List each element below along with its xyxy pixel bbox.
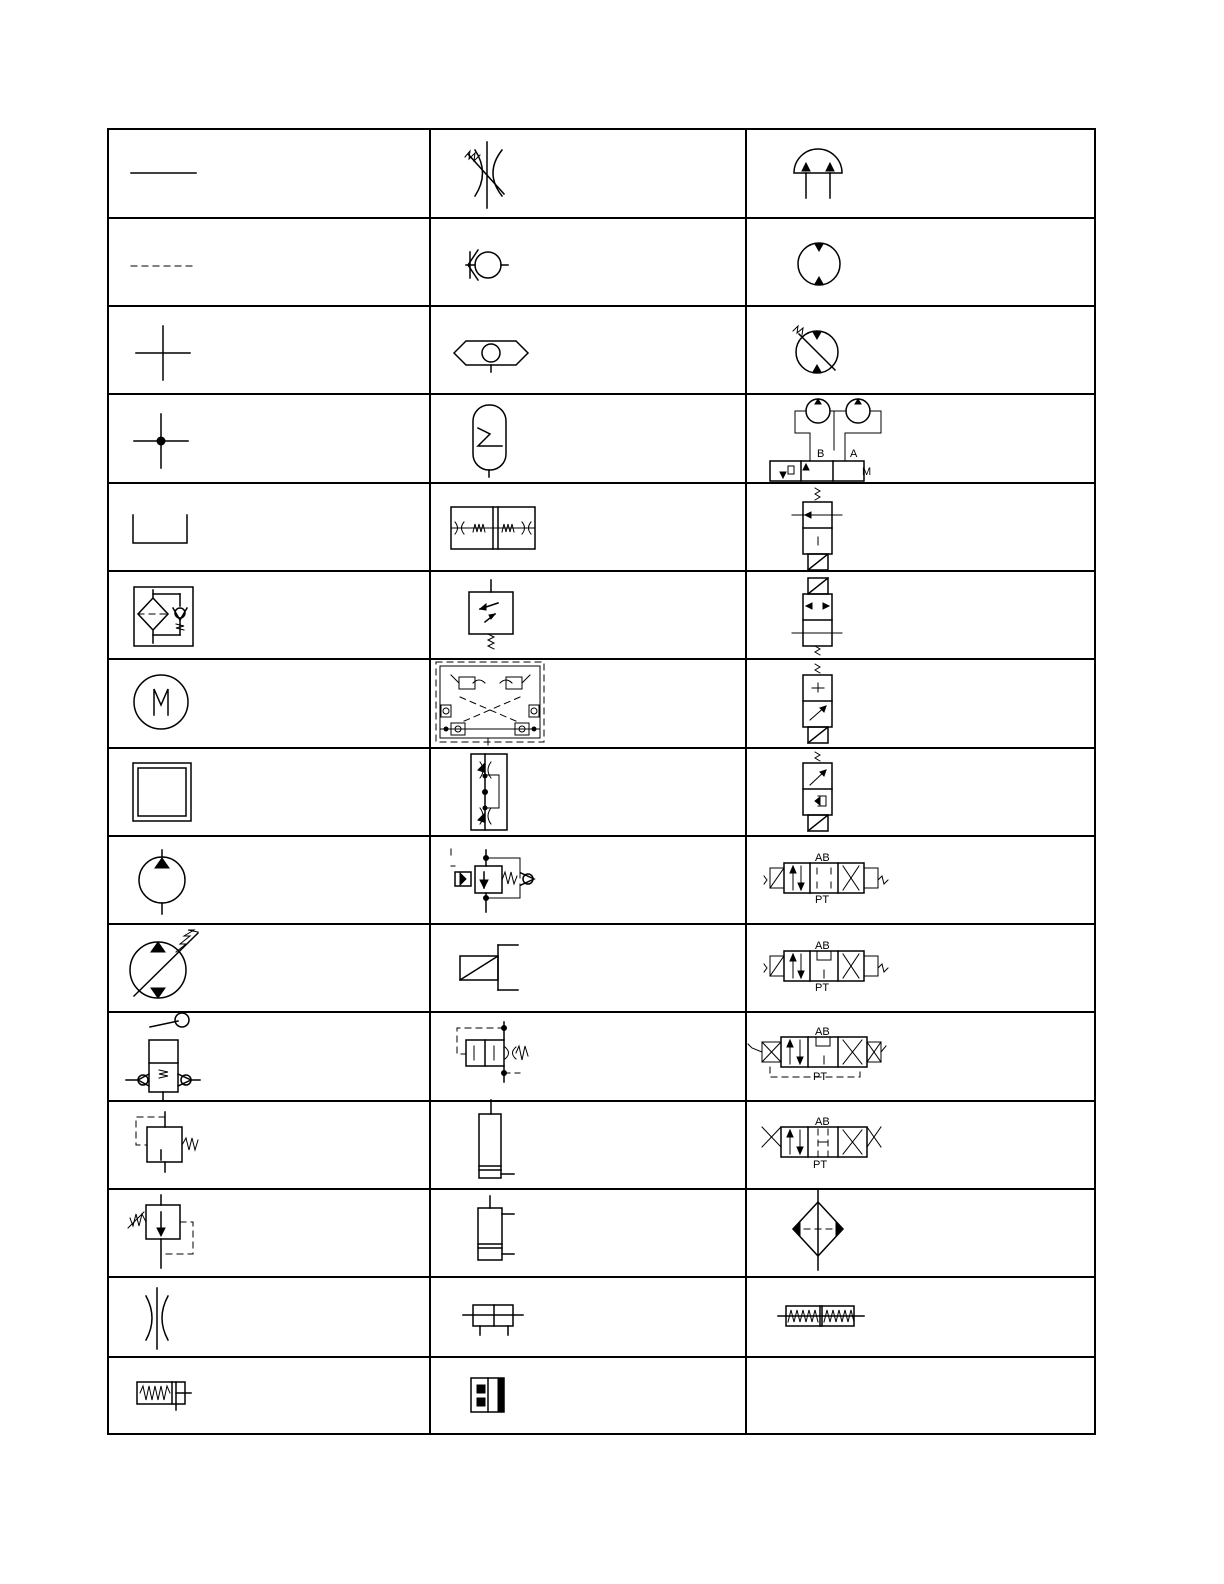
- spring-return-cylinder-symbol: [137, 1382, 191, 1410]
- motor-circuit-symbol: [770, 399, 881, 481]
- bidirectional-motor-symbol: [798, 243, 840, 285]
- quick-coupling-symbol: [454, 341, 528, 372]
- double-spring-cylinder-symbol: [778, 1306, 864, 1326]
- four-three-valve-open-center-symbol: [762, 1116, 881, 1171]
- four-three-valve-pilot-operated-symbol: [748, 1026, 886, 1083]
- accumulator-symbol: [473, 405, 506, 477]
- pilot-valve-assembly-symbol: [436, 662, 544, 745]
- port-label-m: M: [862, 466, 872, 478]
- fixed-pump-symbol: [139, 850, 185, 914]
- two-position-valve-check-symbol: [803, 752, 832, 831]
- flow-divider-symbol: [471, 754, 507, 830]
- port-label-ab: AB: [815, 1026, 830, 1038]
- port-label-pt: PT: [813, 1159, 828, 1171]
- sequence-valve-symbol: [457, 1022, 528, 1082]
- orifice-symbol: [146, 1288, 168, 1349]
- two-position-valve-solenoid-top-symbol: [792, 578, 842, 655]
- lines-crossing-symbol: [136, 326, 190, 380]
- filter-bypass-symbol: [134, 587, 193, 646]
- check-valve-symbol: [466, 250, 508, 280]
- port-label-a: A: [850, 448, 858, 460]
- enclosure-symbol: [133, 763, 191, 821]
- solenoid-actuator-symbol: [460, 945, 518, 990]
- relief-valve-symbol: [128, 1195, 193, 1268]
- variable-motor-symbol: [793, 326, 838, 373]
- adjustable-orifice-symbol: [465, 142, 504, 208]
- semi-rotary-actuator-symbol: [794, 149, 842, 198]
- port-label-pt: PT: [815, 894, 830, 906]
- port-label-pt: PT: [815, 982, 830, 994]
- port-label-ab: AB: [815, 1116, 830, 1128]
- pressure-switch-symbol: [469, 580, 513, 649]
- four-three-valve-closed-center-symbol: [764, 852, 888, 906]
- double-flow-control-symbol: [451, 507, 535, 549]
- port-label-b: B: [817, 448, 825, 460]
- four-three-valve-tandem-center-symbol: [764, 940, 888, 994]
- pressure-compensated-flow-control-symbol: [451, 849, 534, 912]
- double-acting-cylinder-symbol: [478, 1196, 514, 1260]
- port-label-ab: AB: [815, 852, 830, 864]
- double-rod-cylinder-symbol: [463, 1305, 523, 1335]
- variable-pump-symbol: [130, 930, 198, 998]
- vertical-cylinder-symbol: [479, 1100, 514, 1178]
- lever-operated-check-valve-symbol: [126, 1013, 200, 1100]
- electric-motor-symbol: [134, 675, 188, 729]
- filter-symbol: [793, 1190, 843, 1270]
- lines-joining-symbol: [134, 414, 188, 468]
- two-position-valve-cross-symbol: [803, 664, 832, 743]
- port-label-ab: AB: [815, 940, 830, 952]
- reservoir-symbol: [133, 515, 187, 543]
- symbol-table-grid: [108, 129, 1095, 1434]
- port-label-pt: PT: [813, 1071, 828, 1083]
- two-position-solenoid-valve-symbol: [792, 488, 842, 570]
- cushioned-cylinder-symbol: [471, 1378, 504, 1412]
- pressure-reducing-valve-symbol: [136, 1112, 198, 1172]
